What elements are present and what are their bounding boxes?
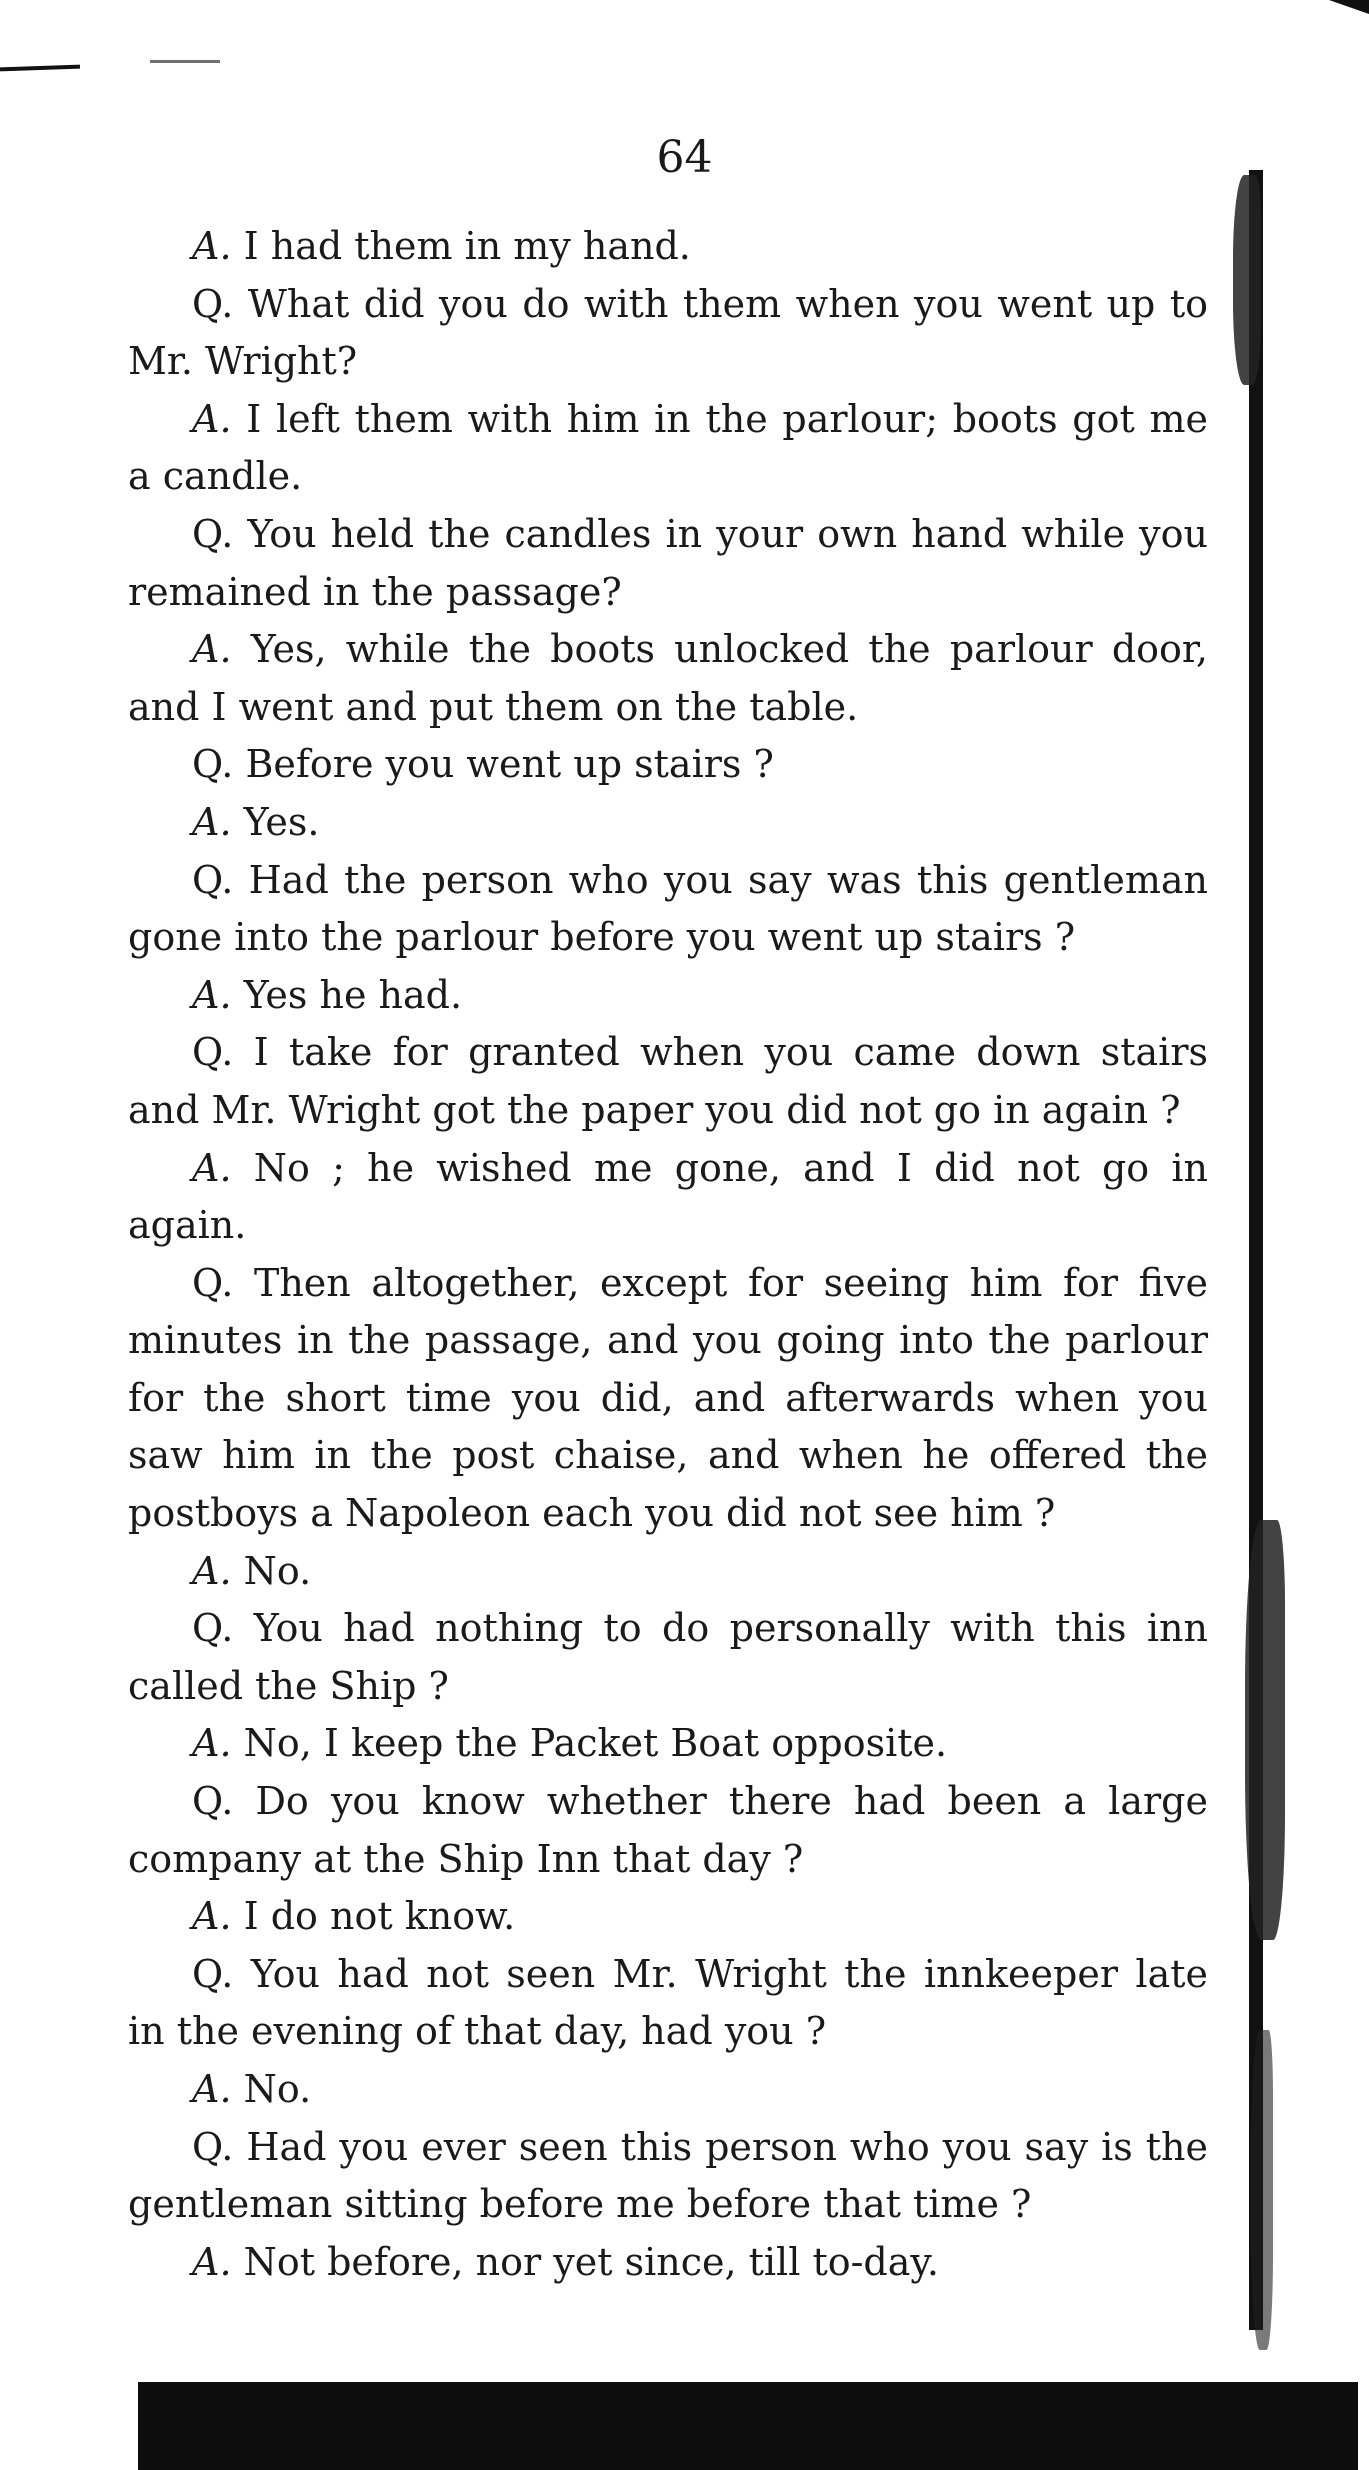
testimony-text xyxy=(128,218,1208,2291)
testimony-paragraph xyxy=(128,1715,1208,1773)
binding-blot xyxy=(1245,1520,1285,1940)
speaker-label: A. xyxy=(192,396,232,441)
binding-blot xyxy=(1233,175,1261,385)
testimony-paragraph xyxy=(128,1024,1208,1139)
testimony-paragraph xyxy=(128,2061,1208,2119)
paragraph-text: Not before, nor yet since, till to-day. xyxy=(243,2239,939,2284)
page-number: 64 xyxy=(656,132,713,183)
speaker-label: A. xyxy=(192,1894,232,1939)
paragraph-text: No. xyxy=(243,1548,312,1593)
speaker-label: Q. xyxy=(192,281,234,326)
paragraph-text: Yes he had. xyxy=(243,972,463,1017)
testimony-paragraph xyxy=(128,1888,1208,1946)
testimony-paragraph xyxy=(128,1946,1208,2061)
paragraph-text: Had the person who you say was this gentleman gone into the parlour before you went up stairs ? xyxy=(128,857,1208,960)
bottom-scan-bar xyxy=(138,2382,1358,2470)
speaker-label: Q. xyxy=(192,857,234,902)
testimony-paragraph xyxy=(128,1773,1208,1888)
paragraph-text: Had you ever seen this person who you say is the gentleman sitting before me before that time ? xyxy=(128,2124,1208,2227)
speaker-label: A. xyxy=(192,2067,232,2111)
speaker-label: Q. xyxy=(192,1779,234,1824)
paragraph-text: No. xyxy=(243,2067,312,2111)
testimony-paragraph xyxy=(128,391,1208,506)
speaker-label: A. xyxy=(192,1145,232,1190)
paragraph-text: I take for granted when you came down stairs and Mr. Wright got the paper you did not go in again ? xyxy=(128,1030,1208,1132)
paragraph-text: No, I keep the Packet Boat opposite. xyxy=(243,1721,948,1766)
binding-blot xyxy=(1251,2030,1273,2350)
paragraph-text: Yes, while the boots unlocked the parlour door, and I went and put them on the table. xyxy=(128,627,1208,729)
scan-mark-top-left xyxy=(0,65,80,72)
speaker-label: A. xyxy=(192,2239,232,2284)
speaker-label: A. xyxy=(192,1548,232,1593)
speaker-label: Q. xyxy=(192,742,234,787)
testimony-paragraph xyxy=(128,506,1208,621)
speaker-label: Q. xyxy=(192,1606,234,1651)
testimony-paragraph xyxy=(128,2119,1208,2234)
paragraph-text: Before you went up stairs ? xyxy=(245,742,774,787)
scan-mark-top-left-2 xyxy=(150,60,220,63)
testimony-paragraph xyxy=(128,736,1208,794)
paragraph-text: I left them with him in the parlour; boots got me a candle. xyxy=(128,396,1208,499)
paragraph-text: I do not know. xyxy=(243,1894,516,1939)
speaker-label: Q. xyxy=(192,2124,234,2169)
paragraph-text: No ; he wished me gone, and I did not go in again. xyxy=(128,1145,1208,1248)
speaker-label: A. xyxy=(192,799,232,844)
paragraph-text: You held the candles in your own hand while you remained in the passage? xyxy=(128,511,1208,614)
testimony-paragraph xyxy=(128,1255,1208,1543)
speaker-label: Q. xyxy=(192,511,234,556)
testimony-paragraph xyxy=(128,1600,1208,1715)
paragraph-text: Yes. xyxy=(243,799,320,844)
speaker-label: A. xyxy=(192,1721,232,1766)
corner-mark xyxy=(1329,0,1369,14)
testimony-paragraph xyxy=(128,276,1208,391)
testimony-paragraph xyxy=(128,1543,1208,1601)
speaker-label: Q. xyxy=(192,1951,234,1996)
paragraph-text: Do you know whether there had been a large company at the Ship Inn that day ? xyxy=(128,1779,1208,1881)
speaker-label: A. xyxy=(192,627,232,672)
speaker-label: Q. xyxy=(192,1030,234,1075)
testimony-paragraph xyxy=(128,621,1208,736)
testimony-paragraph xyxy=(128,218,1208,276)
binding-shadow xyxy=(1249,170,1263,2330)
paragraph-text: I had them in my hand. xyxy=(243,224,691,268)
paragraph-text: Then altogether, except for seeing him for five minutes in the passage, and you going into the parlour for the short time you did, and afterwards when you saw him in the post chaise, and when he offered the postboys a Napoleon each you did not see him ? xyxy=(128,1260,1208,1536)
speaker-label: Q. xyxy=(192,1260,234,1305)
testimony-paragraph xyxy=(128,967,1208,1025)
testimony-paragraph xyxy=(128,2234,1208,2292)
testimony-paragraph xyxy=(128,794,1208,852)
testimony-paragraph xyxy=(128,852,1208,967)
paragraph-text: What did you do with them when you went up to Mr. Wright? xyxy=(128,281,1208,384)
testimony-paragraph xyxy=(128,1140,1208,1255)
speaker-label: A. xyxy=(192,972,232,1017)
speaker-label: A. xyxy=(192,224,232,268)
paragraph-text: You had not seen Mr. Wright the innkeeper late in the evening of that day, had you ? xyxy=(128,1951,1208,2054)
paragraph-text: You had nothing to do personally with this inn called the Ship ? xyxy=(128,1606,1208,1708)
